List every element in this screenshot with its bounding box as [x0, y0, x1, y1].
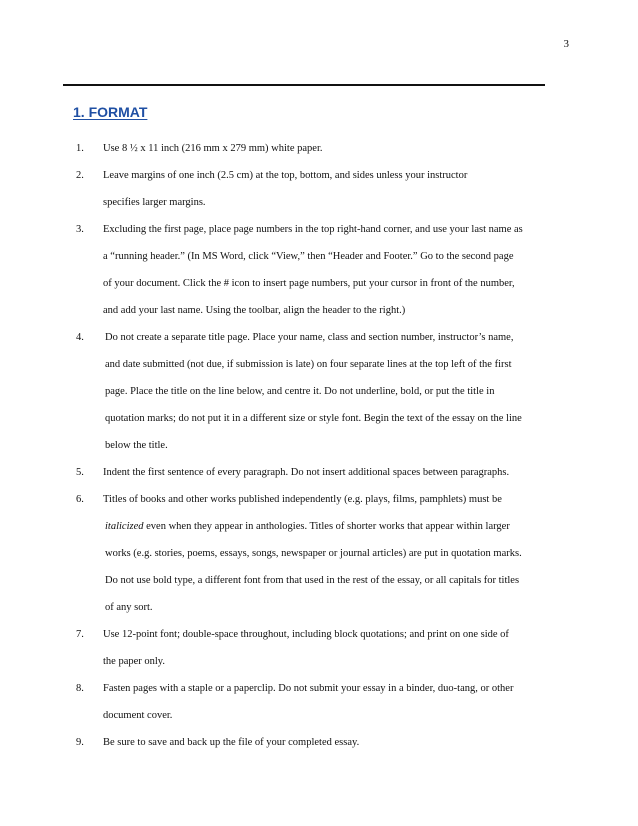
item-text-line	[103, 513, 576, 540]
item-number: 5.	[76, 467, 84, 478]
italic-word: italicized	[105, 521, 144, 532]
list-item	[76, 621, 576, 675]
item-text-line: a “running header.” (In MS Word, click “View,” then “Header and Footer.” Go to the second page	[103, 251, 514, 262]
list-item	[76, 135, 576, 162]
item-text-line: below the title.	[105, 440, 168, 451]
item-text-line: Excluding the first page, place page numbers in the top right-hand corner, and use your last name as	[103, 224, 523, 235]
item-text-line: document cover.	[103, 710, 173, 721]
item-text-line: quotation marks; do not put it in a different size or style font. Begin the text of the essay on the line	[105, 413, 522, 424]
item-text-line: Leave margins of one inch (2.5 cm) at the top, bottom, and sides unless your instructor	[103, 170, 468, 181]
item-text-line: and date submitted (not due, if submission is late) on four separate lines at the top left of the first	[105, 359, 512, 370]
item-text-line: Be sure to save and back up the file of your completed essay.	[103, 737, 360, 748]
list-item	[76, 324, 576, 459]
item-number: 1.	[76, 143, 84, 154]
item-text-line: the paper only.	[103, 656, 166, 667]
item-text-line: Use 12-point font; double-space throughout, including block quotations; and print on one side of	[103, 629, 509, 640]
item-number: 9.	[76, 737, 84, 748]
list-item	[76, 162, 576, 216]
item-text-line: specifies larger margins.	[103, 197, 206, 208]
item-text-line: Do not create a separate title page. Place your name, class and section number, instructor’s name,	[105, 332, 514, 343]
list-item	[76, 729, 576, 756]
item-text-line: Fasten pages with a staple or a paperclip. Do not submit your essay in a binder, duo-tang, or other	[103, 683, 514, 694]
header-rule	[63, 84, 545, 86]
section-heading: 1. FORMAT	[73, 104, 148, 120]
item-number: 4.	[76, 332, 84, 343]
item-number: 3.	[76, 224, 84, 235]
list-item	[76, 486, 576, 621]
list-item	[76, 216, 576, 324]
item-number: 2.	[76, 170, 84, 181]
list-item	[76, 675, 576, 729]
format-rules-list	[76, 135, 576, 756]
list-item	[76, 459, 576, 486]
item-text-line: Do not use bold type, a different font from that used in the rest of the essay, or all capitals for titles	[105, 575, 520, 586]
item-text-line: works (e.g. stories, poems, essays, songs, newspaper or journal articles) are put in quotation marks.	[105, 548, 522, 559]
item-text-line: of any sort.	[105, 602, 153, 613]
item-text-line: page. Place the title on the line below, and centre it. Do not underline, bold, or put the title in	[105, 386, 495, 397]
item-number: 7.	[76, 629, 84, 640]
item-number: 8.	[76, 683, 84, 694]
item-text-line: of your document. Click the # icon to insert page numbers, put your cursor in front of the number,	[103, 278, 515, 289]
item-text-fragment: even when they appear in anthologies. Titles of shorter works that appear within larger	[146, 521, 510, 532]
item-text-line: Titles of books and other works published independently (e.g. plays, films, pamphlets) must be	[103, 494, 502, 505]
item-text-line: Use 8 ½ x 11 inch (216 mm x 279 mm) white paper.	[103, 143, 323, 154]
item-number: 6.	[76, 494, 84, 505]
page-number: 3	[563, 38, 569, 50]
item-text-line: and add your last name. Using the toolbar, align the header to the right.)	[103, 305, 406, 316]
item-text-line: Indent the first sentence of every paragraph. Do not insert additional spaces between paragraphs.	[103, 467, 510, 478]
